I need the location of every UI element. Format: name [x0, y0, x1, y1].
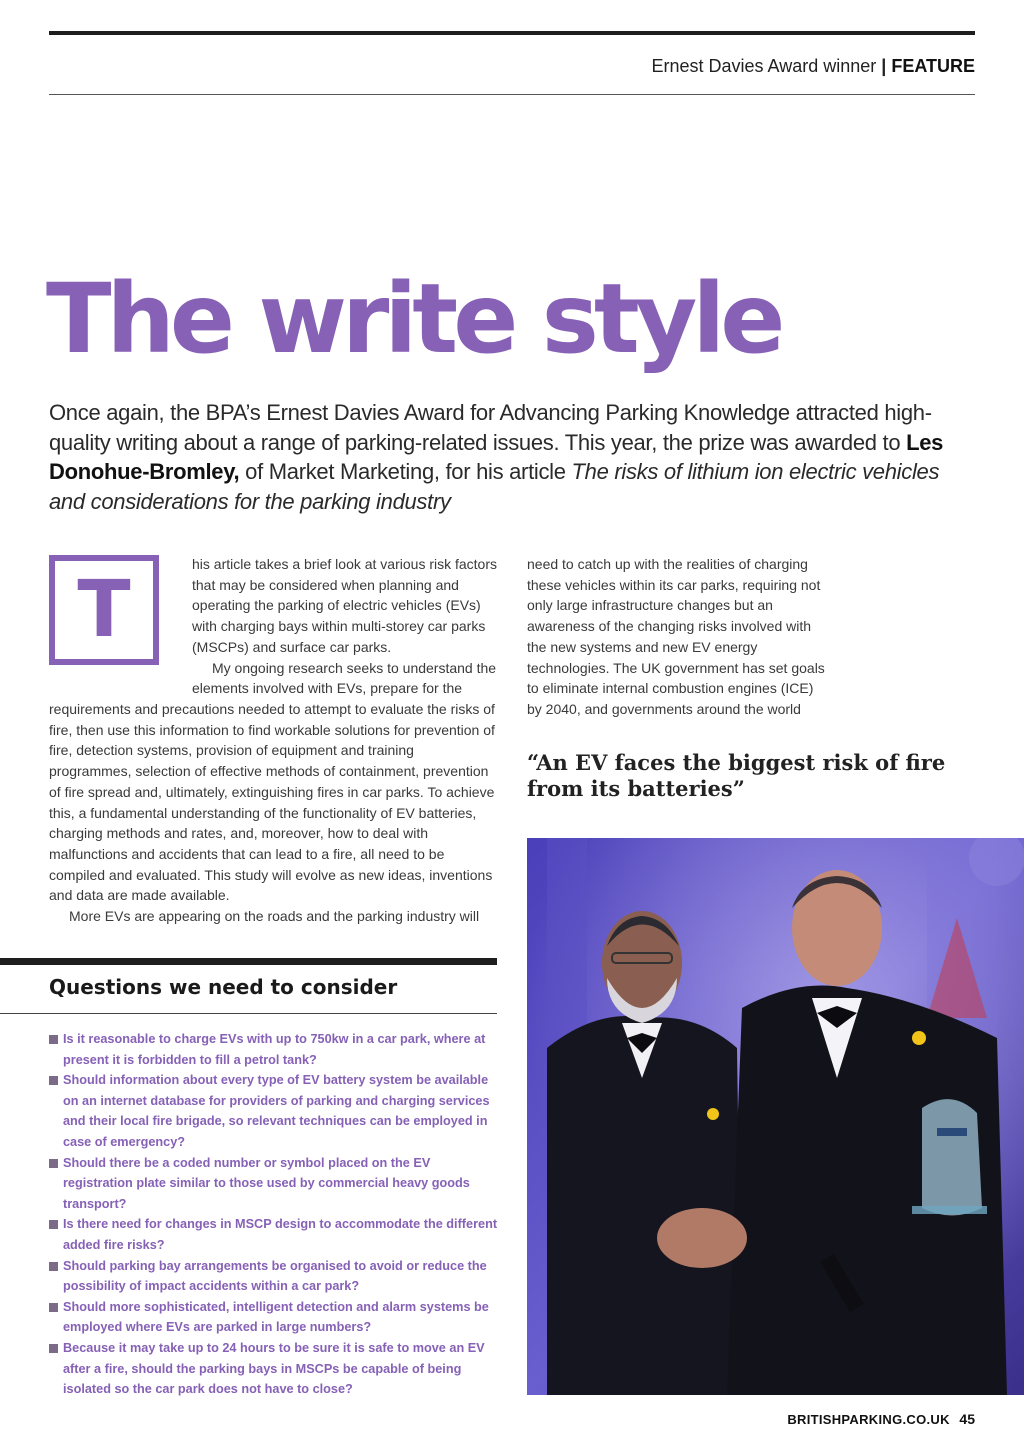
list-item [49, 1297, 499, 1338]
feature-label: FEATURE [891, 56, 975, 76]
square-bullet-icon [49, 1344, 58, 1353]
award-photo [527, 838, 1024, 1395]
square-bullet-icon [49, 1159, 58, 1168]
box-top-rule [0, 958, 497, 965]
standfirst-middle: of Market Marketing, for his article [239, 459, 572, 484]
top-rule [49, 31, 975, 35]
list-item [49, 1153, 499, 1215]
list-item [49, 1029, 499, 1070]
question-text: Should information about every type of EV battery system be available on an internet database for providers of parking and charging services and their local fire brigade, so relevant techniques can be employed in case of emergency? [63, 1073, 490, 1149]
footer-site: BRITISHPARKING.CO.UK [787, 1412, 950, 1427]
questions-box-title: Questions we need to consider [49, 975, 398, 999]
standfirst [49, 398, 969, 516]
square-bullet-icon [49, 1035, 58, 1044]
body-paragraph-3: More EVs are appearing on the roads and the parking industry will [69, 908, 480, 925]
body-paragraph-1: his article takes a brief look at various risk factors that may be considered when planning and operating the parking of electric vehicles (EVs) with charging bays within multi-storey car parks (MSCPs) and surface car parks. [192, 556, 498, 655]
body-column-right [527, 554, 827, 720]
box-title-rule [0, 1013, 497, 1014]
body-column-left-bottom [49, 699, 499, 927]
pull-quote: “An EV faces the biggest risk of fire from its batteries” [527, 750, 946, 801]
page-title: The write style [46, 263, 781, 375]
square-bullet-icon [49, 1303, 58, 1312]
square-bullet-icon [49, 1076, 58, 1085]
body-paragraph-2-start: My ongoing research seeks to understand the elements involved with EVs, prepare for the [192, 659, 497, 697]
section-name: Ernest Davies Award winner [651, 56, 877, 76]
list-item [49, 1070, 499, 1152]
body-paragraph-right: need to catch up with the realities of charging these vehicles within its car parks, requiring not only large infrastructure changes but an awareness of the changing risks involved with the new systems and new EV energy technologies. The UK government has set goals to eliminate internal combustion engines (ICE) by 2040, and governments around the world [527, 556, 825, 717]
square-bullet-icon [49, 1262, 58, 1271]
drop-cap: T [49, 555, 159, 665]
question-text: Should more sophisticated, intelligent detection and alarm systems be employed where EVs are parked in large numbers? [63, 1299, 489, 1335]
question-text: Is it reasonable to charge EVs with up to 750kw in a car park, where at present it is forbidden to fill a petrol tank? [63, 1032, 486, 1067]
questions-list [49, 1029, 499, 1400]
section-separator: | [881, 56, 887, 76]
standfirst-intro: Once again, the BPA’s Ernest Davies Award for Advancing Parking Knowledge attracted high-quality writing about a range of parking-related issues. This year, the prize was awarded to [49, 400, 932, 455]
square-bullet-icon [49, 1220, 58, 1229]
body-column-left-top [192, 554, 497, 699]
section-label [651, 56, 975, 77]
list-item [49, 1338, 499, 1400]
question-text: Because it may take up to 24 hours to be sure it is safe to move an EV after a fire, should the parking bays in MSCPs be capable of being isolated so the car park does not have to close? [63, 1340, 485, 1397]
page-footer [787, 1411, 975, 1427]
article-title: The risks of lithium ion electric vehicles and considerations for the parking industry [49, 459, 940, 514]
list-item [49, 1256, 499, 1297]
header-rule [49, 94, 975, 95]
question-text: Should there be a coded number or symbol placed on the EV registration plate similar to those used by commercial heavy goods transport? [63, 1155, 470, 1211]
question-text: Is there need for changes in MSCP design to accommodate the different added fire risks? [63, 1217, 498, 1252]
question-text: Should parking bay arrangements be organised to avoid or reduce the possibility of impact accidents within a car park? [63, 1258, 487, 1294]
winner-name: Les Donohue-Bromley, [49, 429, 944, 484]
body-paragraph-2-end: requirements and precautions needed to attempt to evaluate the risks of fire, then use this information to find workable solutions for prevention of fire, detection systems, provision of equipment and training programmes, selection of effective methods of containment, prevention of fire spread and, ultimately, extinguishing fires in car parks. To achieve this, a fundamental understanding of the functionality of EV batteries, charging methods and rates, and, moreover, how to deal with malfunctions and accidents that can lead to a fire, all need to be compiled and evaluated. This study will evolve as new ideas, inventions and data are made available. [49, 701, 495, 904]
list-item [49, 1214, 499, 1255]
page-number: 45 [959, 1411, 975, 1427]
